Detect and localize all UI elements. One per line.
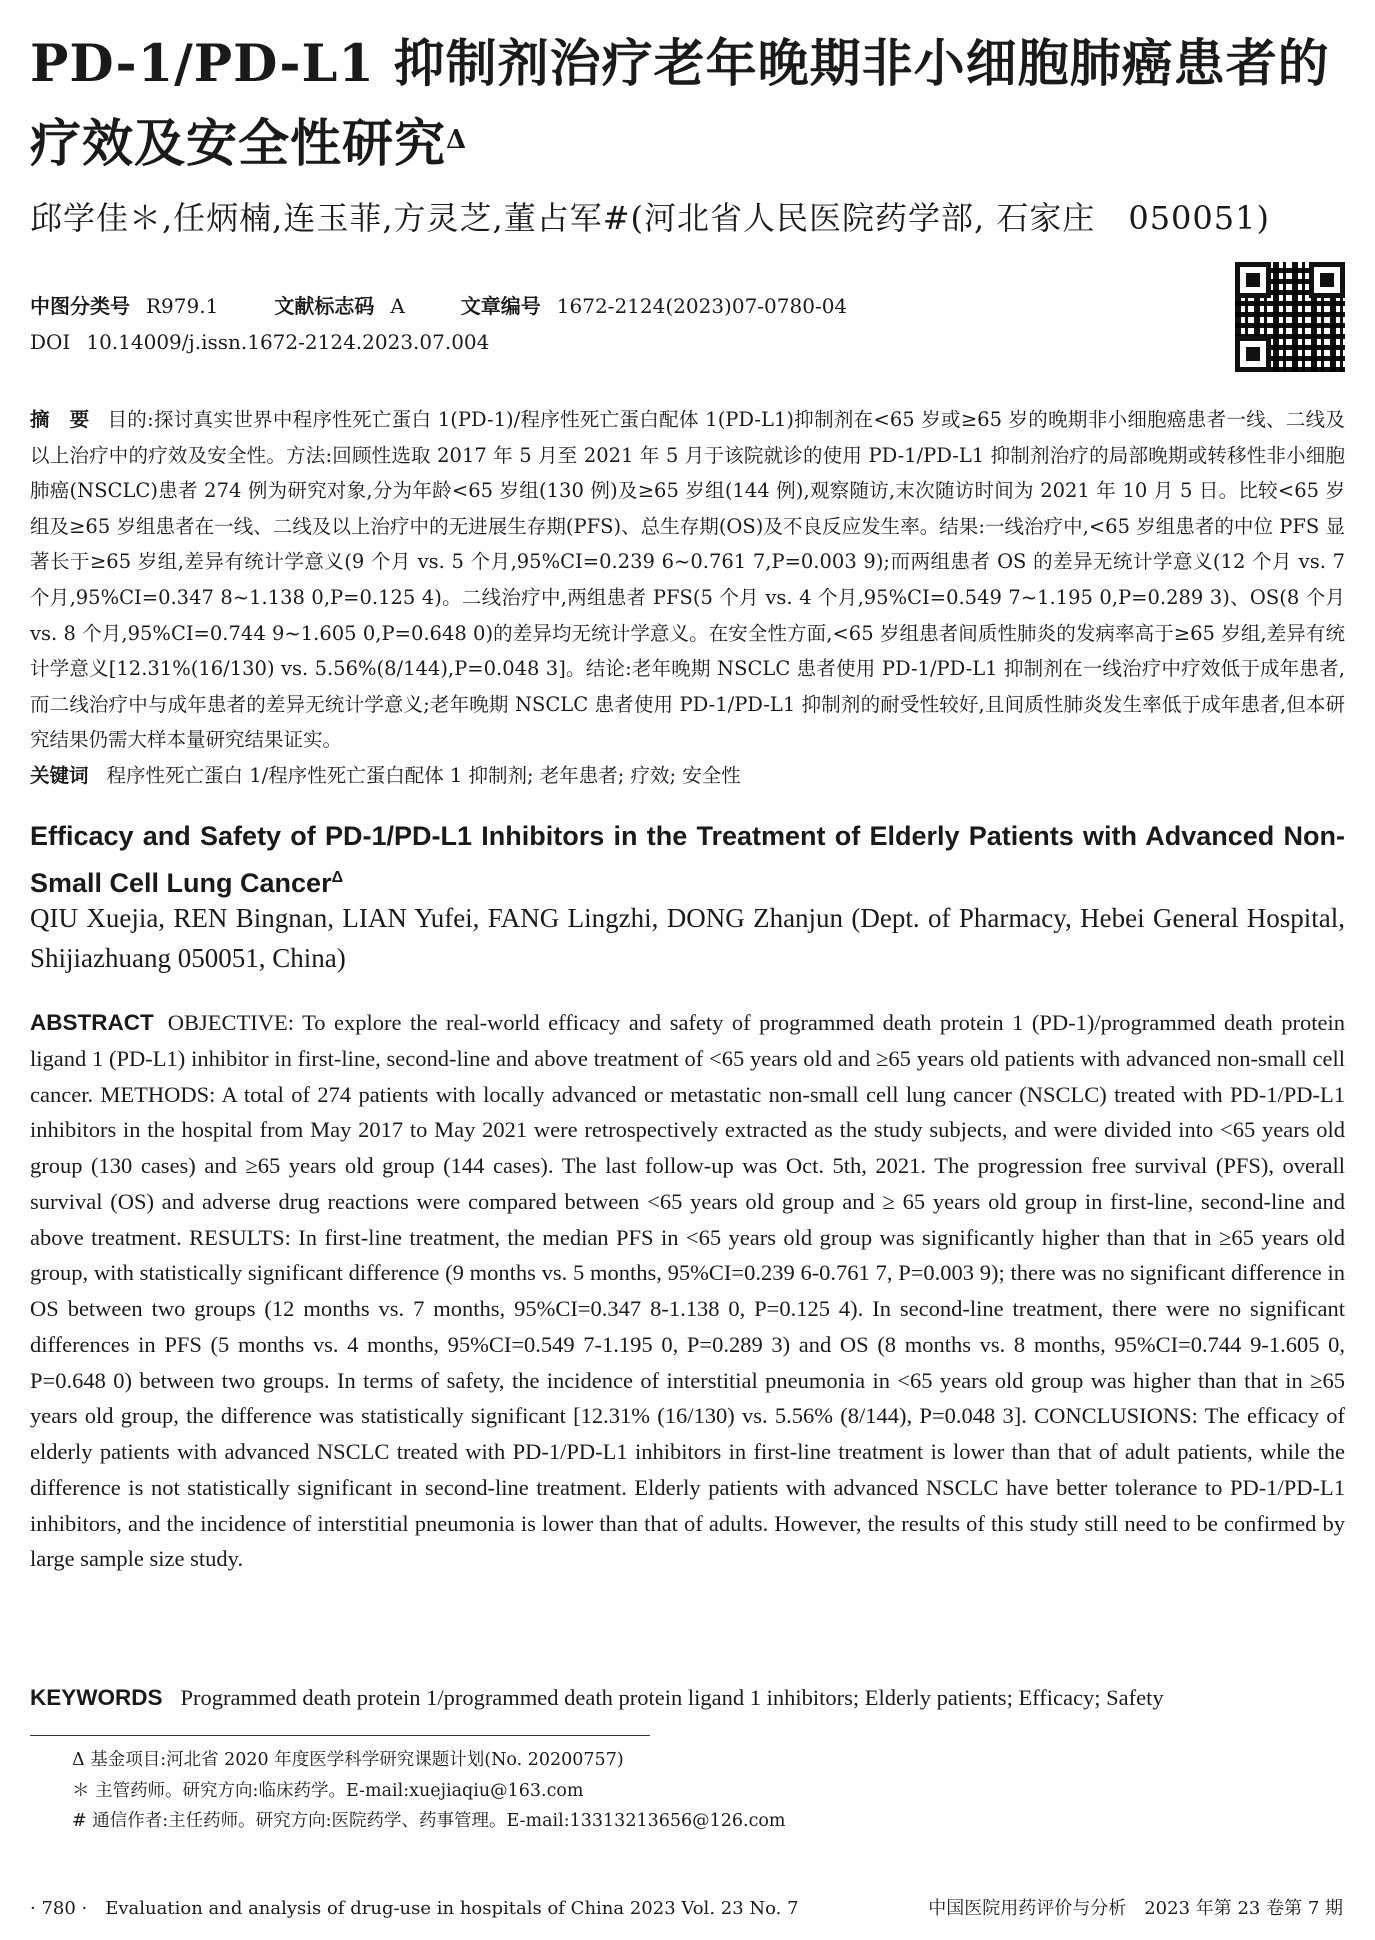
article-title-en: [30, 816, 1345, 904]
keywords-en: [30, 1680, 1345, 1716]
abstract-cn-label: 摘 要: [30, 408, 90, 431]
footnote-first-author: ＊ 主管药师。研究方向:临床药学。E-mail:xuejiaqiu@163.com: [72, 1780, 584, 1801]
article-no-value: 1672-2124(2023)07-0780-04: [556, 294, 848, 318]
keywords-cn-label: 关键词: [30, 763, 89, 787]
abstract-en-text: OBJECTIVE: To explore the real-world efficacy and safety of programmed death protein 1 (PD-1)/programmed death protein ligand 1 (PD-L1) inhibitor in first-line, second-line and above treatment of <65 years old and ≥65 years old patients with advanced non-small cell cancer. METHODS: A total of 274 patients with locally advanced or metastatic non-small cell lung cancer (NSCLC) treated with PD-1/PD-L1 inhibitors in the hospital from May 2017 to May 2021 were retrospectively extracted as the study subjects, and were divided into <65 years old group (130 cases) and ≥65 years old group (144 cases). The last follow-up was Oct. 5th, 2021. The progression free survival (PFS), overall survival (OS) and adverse drug reactions were compared between <65 years old group and ≥ 65 years old group in first-line, second-line and above treatment. RESULTS: In first-line treatment, the median PFS in <65 years old group was significantly higher than that in ≥65 years old group, with statistically significant difference (9 months vs. 5 months, 95%CI=0.239 6-0.761 7, P=0.003 9); there was no significant difference in OS between two groups (12 months vs. 7 months, 95%CI=0.347 8-1.138 0, P=0.125 4). In second-line treatment, there were no significant differences in PFS (5 months vs. 4 months, 95%CI=0.549 7-1.195 0, P=0.289 3) and OS (8 months vs. 8 months, 95%CI=0.744 9-1.605 0, P=0.648 0) between two groups. In terms of safety, the incidence of interstitial pneumonia in <65 years old group was higher than that in ≥65 years old group, the difference was statistically significant [12.31% (16/130) vs. 5.56% (8/144), P=0.048 3]. CONCLUSIONS: The efficacy of elderly patients with advanced NSCLC treated with PD-1/PD-L1 inhibitors in first-line treatment is lower than that of adult patients, while the difference is not statistically significant in second-line treatment. Elderly patients with advanced NSCLC have better tolerance to PD-1/PD-L1 inhibitors, and the incidence of interstitial pneumonia is lower than that of adults. However, the results of this study still need to be confirmed by large sample size study.: [30, 1010, 1345, 1572]
article-title-cn: [30, 24, 1350, 184]
title-fund-mark: Δ: [446, 125, 468, 155]
keywords-cn: [30, 758, 1345, 794]
footnote-fund: Δ 基金项目:河北省 2020 年度医学科学研究课题计划(No. 20200757): [72, 1750, 624, 1770]
footnotes: [72, 1745, 786, 1837]
keywords-en-text: Programmed death protein 1/programmed death protein ligand 1 inhibitors; Elderly patients; Efficacy; Safety: [180, 1685, 1164, 1710]
clc-value: R979.1: [146, 294, 219, 318]
doc-code-label: 文献标志码: [274, 294, 375, 318]
doi-value: 10.14009/j.issn.1672-2124.2023.07.004: [86, 330, 490, 354]
article-no-label: 文章编号: [460, 294, 541, 318]
authors-affiliation-en: QIU Xuejia, REN Bingnan, LIAN Yufei, FANG Lingzhi, DONG Zhanjun (Dept. of Pharmacy, Hebei General Hospital, Shijiazhuang 050051, China): [30, 903, 1345, 973]
article-title-en-text: Efficacy and Safety of PD-1/PD-L1 Inhibitors in the Treatment of Elderly Patients with Advanced Non-Small Cell Lung Cancer: [30, 821, 1345, 898]
classification-line: [30, 292, 847, 320]
abstract-cn: [30, 402, 1345, 794]
abstract-en: [30, 1005, 1345, 1577]
doi-line: [30, 328, 489, 356]
footer-left: · 780 · Evaluation and analysis of drug-use in hospitals of China 2023 Vol. 23 No. 7: [30, 1898, 799, 1919]
qr-code: [1235, 262, 1345, 372]
article-title-cn-text: PD-1/PD-L1 抑制剂治疗老年晚期非小细胞肺癌患者的疗效及安全性研究: [30, 34, 1330, 174]
title-en-fund-mark: Δ: [331, 869, 344, 886]
footnote-divider: [30, 1735, 650, 1736]
doi-label: DOI: [30, 330, 71, 354]
abstract-cn-text: 目的:探讨真实世界中程序性死亡蛋白 1(PD-1)/程序性死亡蛋白配体 1(PD-L1)抑制剂在<65 岁或≥65 岁的晚期非小细胞癌患者一线、二线及以上治疗中的疗效及安全性。方法:回顾性选取 2017 年 5 月至 2021 年 5 月于该院就诊的使用 PD-1/PD-L1 抑制剂治疗的局部晚期或转移性非小细胞肺癌(NSCLC)患者 274 例为研究对象,分为年龄<65 岁组(130 例)及≥65 岁组(144 例),观察随访,末次随访时间为 2021 年 10 月 5 日。比较<65 岁组及≥65 岁组患者在一线、二线及以上治疗中的无进展生存期(PFS)、总生存期(OS)及不良反应发生率。结果:一线治疗中,<65 岁组患者的中位 PFS 显著长于≥65 岁组,差异有统计学意义(9 个月 vs. 5 个月,95%CI=0.239 6~0.761 7,P=0.003 9);而两组患者 OS 的差异无统计学意义(12 个月 vs. 7 个月,95%CI=0.347 8~1.138 0,P=0.125 4)。二线治疗中,两组患者 PFS(5 个月 vs. 4 个月,95%CI=0.549 7~1.195 0,P=0.289 3)、OS(8 个月 vs. 8 个月,95%CI=0.744 9~1.605 0,P=0.648 0)的差异均无统计学意义。在安全性方面,<65 岁组患者间质性肺炎的发病率高于≥65 岁组,差异有统计学意义[12.31%(16/130) vs. 5.56%(8/144),P=0.048 3]。结论:老年晚期 NSCLC 患者使用 PD-1/PD-L1 抑制剂在一线治疗中疗效低于成年患者,而二线治疗中与成年患者的差异无统计学意义;老年晚期 NSCLC 患者使用 PD-1/PD-L1 抑制剂的耐受性较好,且间质性肺炎发生率低于成年患者,但本研究结果仍需大样本量研究结果证实。: [30, 408, 1345, 752]
footer-right: 中国医院用药评价与分析 2023 年第 23 卷第 7 期: [928, 1898, 1343, 1919]
doc-code-value: A: [390, 294, 405, 318]
footnote-corresponding-author: # 通信作者:主任药师。研究方向:医院药学、药事管理。E-mail:13313213656@126.com: [72, 1811, 786, 1831]
keywords-cn-text: 程序性死亡蛋白 1/程序性死亡蛋白配体 1 抑制剂; 老年患者; 疗效; 安全性: [106, 763, 741, 787]
authors-affiliation-cn: 邱学佳＊,任炳楠,连玉菲,方灵芝,董占军#(河北省人民医院药学部, 石家庄 050051): [30, 199, 1270, 237]
abstract-en-label: ABSTRACT: [30, 1010, 154, 1035]
keywords-en-label: KEYWORDS: [30, 1685, 163, 1710]
clc-label: 中图分类号: [30, 294, 130, 318]
